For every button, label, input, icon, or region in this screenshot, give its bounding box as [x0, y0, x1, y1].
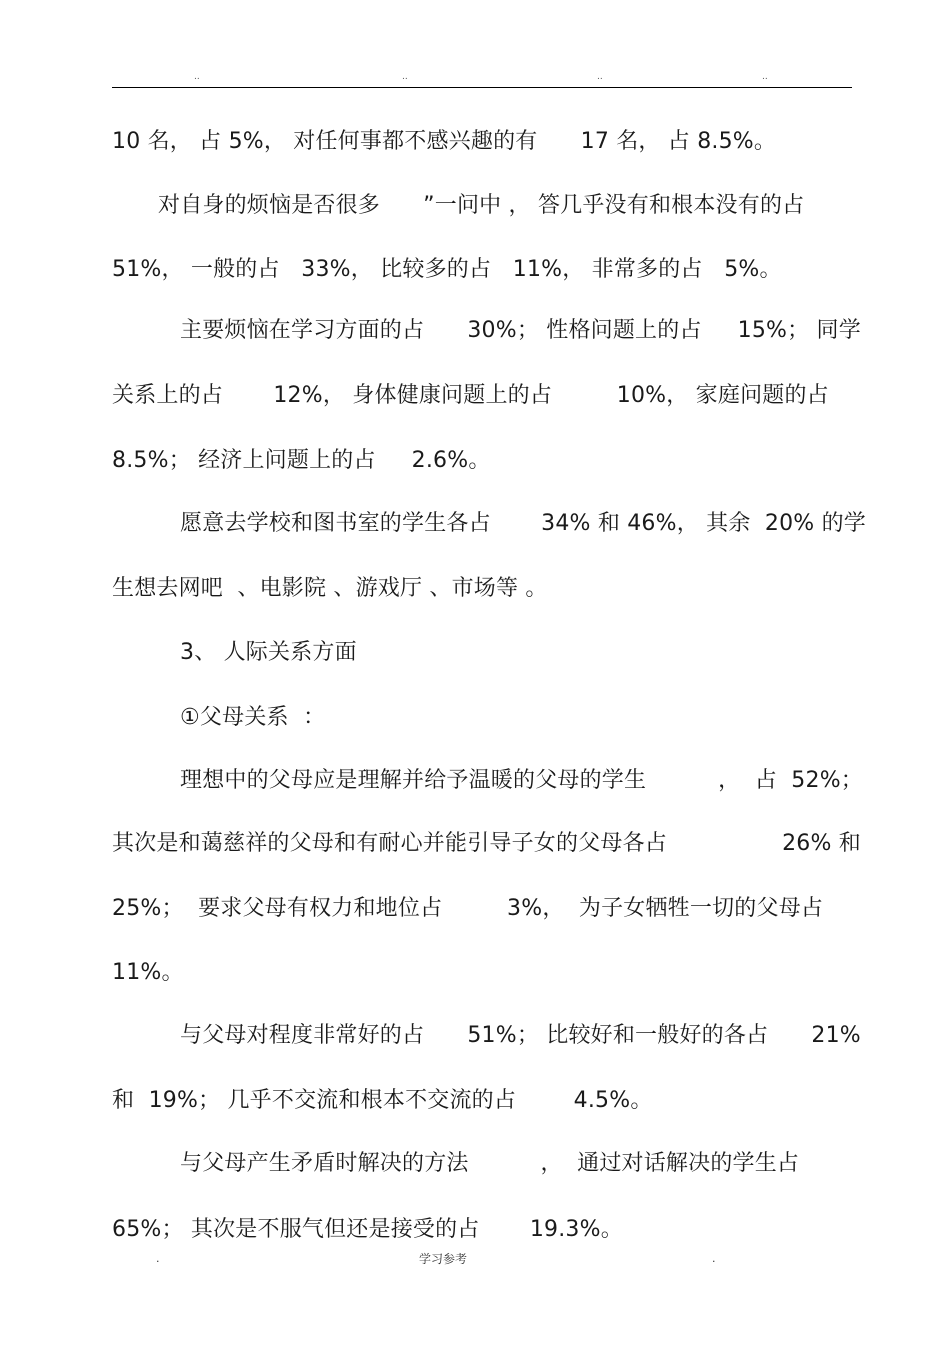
header-divider: [112, 87, 852, 88]
body-line-3: 51%， 一般的占 33%， 比较多的占 11%， 非常多的占 5%。: [112, 257, 782, 282]
footer-right-mark: .: [712, 1252, 716, 1265]
body-line-16: 和 19%； 几乎不交流和根本不交流的占 4.5%。: [112, 1088, 653, 1113]
body-line-11: 理想中的父母应是理解并给予温暖的父母的学生 ， 占 52%；: [180, 768, 864, 793]
section-heading: 3、 人际关系方面: [180, 640, 357, 665]
body-line-2: 对自身的烦恼是否很多 ”一问中 ， 答几乎没有和根本没有的占: [158, 193, 805, 218]
body-line-1: 10 名， 占 5%， 对任何事都不感兴趣的有 17 名， 占 8.5%。: [112, 129, 777, 154]
footer-label: 学习参考: [419, 1252, 468, 1266]
header-mark-4: ..: [762, 72, 768, 82]
body-line-14: 11%。: [112, 960, 184, 985]
header-mark-3: ..: [597, 72, 603, 82]
body-line-6: 8.5%； 经济上问题上的占 2.6%。: [112, 448, 491, 473]
body-line-12: 其次是和蔼慈祥的父母和有耐心并能引导子女的父母各占 26% 和: [112, 831, 861, 856]
header-mark-1: ..: [194, 72, 200, 82]
body-line-8: 生想去网吧 、电影院 、游戏厅 、市场等 。: [112, 576, 548, 601]
body-line-18: 65%； 其次是不服气但还是接受的占 19.3%。: [112, 1217, 623, 1242]
subsection-heading: ①父母关系 ：: [180, 705, 326, 730]
header-mark-2: ..: [402, 72, 408, 82]
body-line-4: 主要烦恼在学习方面的占 30%； 性格问题上的占 15%； 同学: [180, 318, 861, 343]
body-line-15: 与父母对程度非常好的占 51%； 比较好和一般好的各占 21%: [180, 1023, 861, 1048]
body-line-17: 与父母产生矛盾时解决的方法 ， 通过对话解决的学生占: [180, 1151, 800, 1176]
body-line-5: 关系上的占 12%， 身体健康问题上的占 10%， 家庭问题的占: [112, 383, 829, 408]
body-line-7: 愿意去学校和图书室的学生各占 34% 和 46%， 其余 20% 的学: [180, 511, 867, 536]
body-line-13: 25%； 要求父母有权力和地位占 3%， 为子女牺牲一切的父母占: [112, 896, 824, 921]
footer-left-mark: .: [156, 1252, 160, 1265]
